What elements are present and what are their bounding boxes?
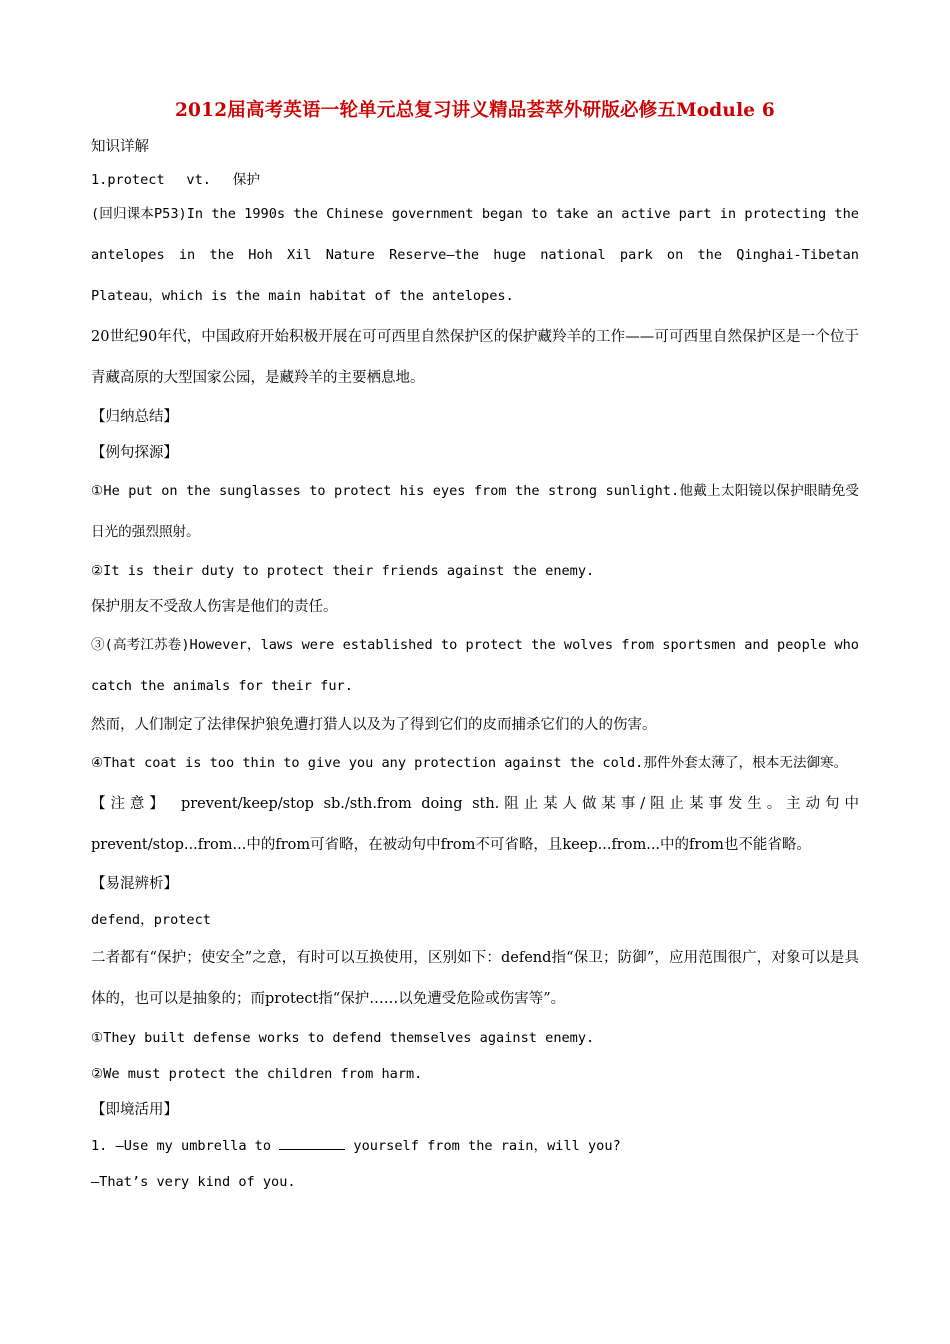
note-paragraph: 【注意】 prevent/keep/stop sb./sth.from doing sth.阻止某人做某事/阻止某事发生。主动句中prevent/stop...from...中的from可省略，在被动句中from不可省略，且keep...from...中的from也不能省略。 [91,796,859,853]
document-title: 2012届高考英语一轮单元总复习讲义精品荟萃外研版必修五Module 6 [174,100,775,121]
confusion-explanation: 二者都有“保护；使安全”之意，有时可以互换使用，区别如下：defend指“保卫；防御”，应用范围很广，对象可以是具体的，也可以是抽象的；而protect指“保护……以免遭受危险或伤害等”。 [91,950,859,1007]
question-text-after: yourself from the rain，will you? [345,1138,621,1154]
practice-reply: —That’s very kind of you. [91,1174,296,1190]
document-page [91,98,859,1200]
example-sentence: ①He put on the sunglasses to protect his eyes from the strong sunlight.他戴上太阳镜以保护眼睛免受日光的强烈照射。 [91,483,859,540]
section-heading: 知识详解 [91,139,149,155]
question-text-before: 1. —Use my umbrella to [91,1138,280,1154]
source-passage-english: (回归课本P53)In the 1990s the Chinese government began to take an active part in protecting the antelopes in the Hoh Xil Nature Reserve—the huge national park on the Qinghai-Tibetan Plateau，which is the main habitat of the antelopes. [91,206,859,304]
confusion-words: defend，protect [91,912,211,928]
entry-word: 1.protect vt. 保护 [91,172,260,188]
answer-blank [279,1137,345,1150]
practice-heading: 【即境活用】 [91,1102,178,1118]
confusion-example: ①They built defense works to defend themselves against enemy. [91,1030,595,1046]
example-translation: 然而，人们制定了法律保护狼免遭打猎人以及为了得到它们的皮而捕杀它们的人的伤害。 [91,717,657,733]
source-passage-chinese: 20世纪90年代，中国政府开始积极开展在可可西里自然保护区的保护藏羚羊的工作——可可西里自然保护区是一个位于青藏高原的大型国家公园，是藏羚羊的主要栖息地。 [91,329,859,386]
practice-question [91,1128,859,1164]
example-sentence: ④That coat is too thin to give you any protection against the cold.那件外套太薄了，根本无法御寒。 [91,755,848,771]
summary-heading: 【归纳总结】 [91,409,178,425]
example-sentence: ③(高考江苏卷)However，laws were established to protect the wolves from sportsmen and people who catch the animals for their fur. [91,637,859,694]
confusion-example: ②We must protect the children from harm. [91,1066,423,1082]
confusion-heading: 【易混辨析】 [91,876,178,892]
example-translation: 保护朋友不受敌人伤害是他们的责任。 [91,599,338,615]
example-sentence: ②It is their duty to protect their friends against the enemy. [91,563,595,579]
examples-heading: 【例句探源】 [91,445,178,461]
